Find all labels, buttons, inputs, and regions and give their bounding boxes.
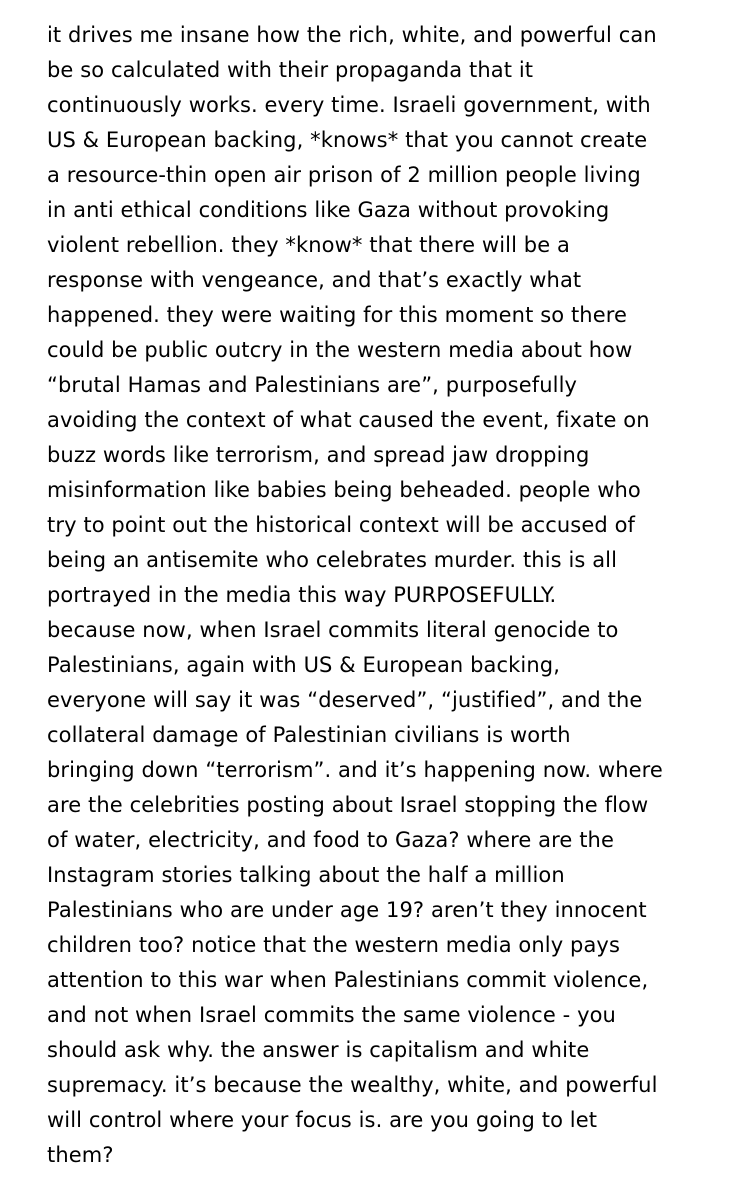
note-line: being an antisemite who celebrates murder. this is all (47, 548, 618, 572)
note-line: children too? notice that the western media only pays (47, 933, 620, 957)
note-line: it drives me insane how the rich, white, and powerful can (47, 23, 657, 47)
note-line: “brutal Hamas and Palestinians are”, purposefully (47, 373, 578, 397)
note-line: will control where your focus is. are you going to let (47, 1108, 598, 1132)
note-text (47, 18, 727, 1173)
note-line: be so calculated with their propaganda that it (47, 58, 534, 82)
note-line: could be public outcry in the western media about how (47, 338, 633, 362)
note-line: response with vengeance, and that’s exactly what (47, 268, 582, 292)
note-line: should ask why. the answer is capitalism and white (47, 1038, 590, 1062)
note-line: collateral damage of Palestinian civilians is worth (47, 723, 571, 747)
note-line: in anti ethical conditions like Gaza without provoking (47, 198, 610, 222)
note-line: happened. they were waiting for this moment so there (47, 303, 628, 327)
note-line: US & European backing, *knows* that you cannot create (47, 128, 648, 152)
note-line: everyone will say it was “deserved”, “justified”, and the (47, 688, 643, 712)
note-line: portrayed in the media this way PURPOSEFULLY. (47, 583, 557, 607)
note-line: because now, when Israel commits literal genocide to (47, 618, 619, 642)
note-line: avoiding the context of what caused the event, fixate on (47, 408, 650, 432)
note-line: are the celebrities posting about Israel stopping the flow (47, 793, 649, 817)
note-line: buzz words like terrorism, and spread jaw dropping (47, 443, 590, 467)
note-line: misinformation like babies being beheaded. people who (47, 478, 641, 502)
note-line: bringing down “terrorism”. and it’s happening now. where (47, 758, 663, 782)
note-line: continuously works. every time. Israeli government, with (47, 93, 651, 117)
note-line: Palestinians who are under age 19? aren’t they innocent (47, 898, 647, 922)
note-line: supremacy. it’s because the wealthy, white, and powerful (47, 1073, 658, 1097)
note-line: Instagram stories talking about the half a million (47, 863, 565, 887)
note-line: a resource-thin open air prison of 2 million people living (47, 163, 641, 187)
note-line: try to point out the historical context will be accused of (47, 513, 636, 537)
note-line: Palestinians, again with US & European backing, (47, 653, 560, 677)
note-line: attention to this war when Palestinians commit violence, (47, 968, 649, 992)
note-line: and not when Israel commits the same violence - you (47, 1003, 616, 1027)
note-line: of water, electricity, and food to Gaza? where are the (47, 828, 614, 852)
note-line: them? (47, 1143, 114, 1167)
note-line: violent rebellion. they *know* that there will be a (47, 233, 570, 257)
